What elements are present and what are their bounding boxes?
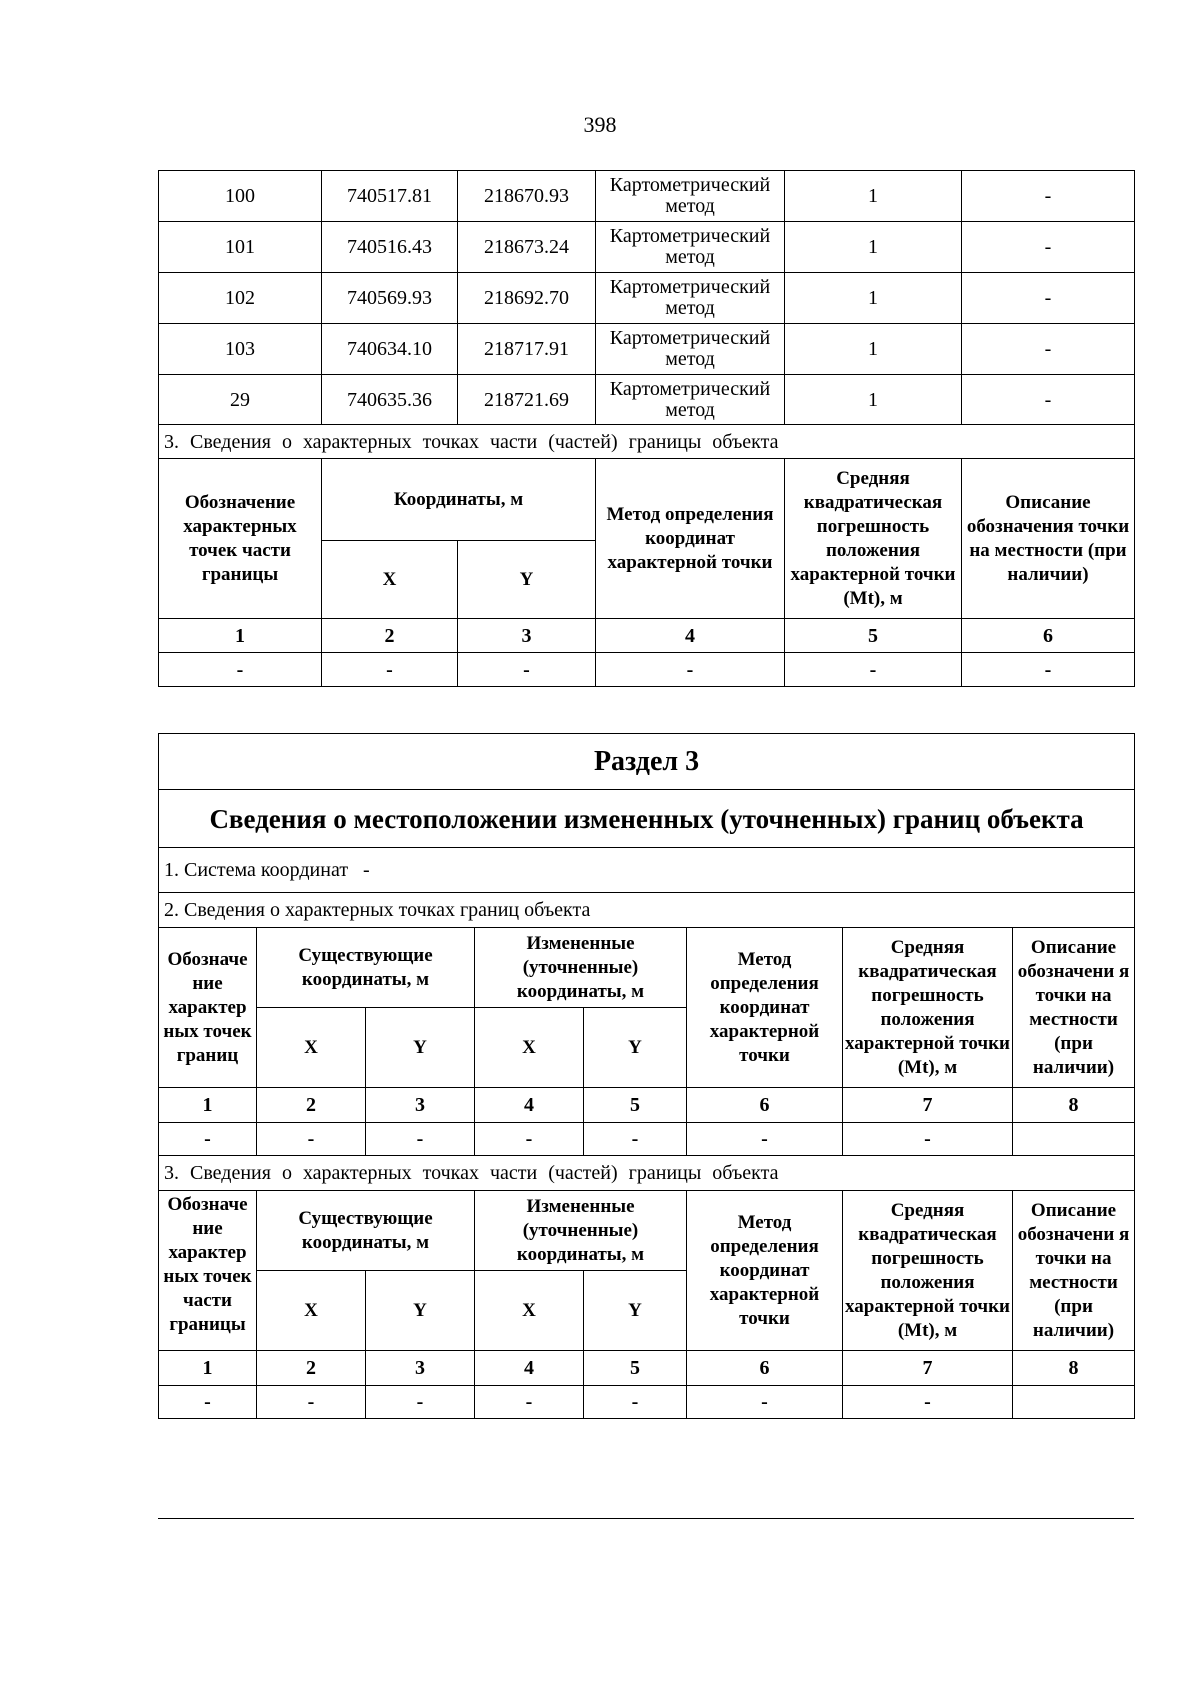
point-mt: 1 [785,273,962,324]
header-y: Y [584,1271,687,1351]
point-desc: - [962,273,1135,324]
column-number: 2 [257,1351,366,1386]
section-title: Раздел 3 [159,734,1135,790]
empty-cell: - [687,1386,843,1419]
column-number: 2 [257,1088,366,1123]
header-method: Метод определения координат характерной точки [687,928,843,1088]
point-desc: - [962,171,1135,222]
empty-cell: - [584,1386,687,1419]
points-table [158,170,1135,687]
column-number: 3 [366,1088,475,1123]
header-existing-coords: Существующие координаты, м [257,928,475,1008]
point-y: 218717.91 [458,324,596,375]
column-number: 8 [1013,1088,1135,1123]
point-id: 103 [159,324,322,375]
empty-cell [1013,1123,1135,1156]
header-designation: Обозначение характерных точек части границы [159,459,322,619]
column-number: 2 [322,619,458,653]
header-x: X [257,1008,366,1088]
column-numbers-row [159,1351,1135,1386]
header-mt: Средняя квадратическая погрешность положения характерной точки (Mt), м [843,1191,1013,1351]
header-changed-coords: Измененные (уточненные) координаты, м [475,1191,687,1271]
empty-cell: - [366,1123,475,1156]
column-number: 1 [159,1351,257,1386]
header-designation-part: Обозначе ние характер ных точек части границы [159,1191,257,1351]
header-x: X [475,1271,584,1351]
footer-rule [158,1518,1134,1519]
point-desc: - [962,222,1135,273]
column-number: 7 [843,1088,1013,1123]
point-mt: 1 [785,324,962,375]
header-y: Y [366,1008,475,1088]
empty-cell: - [687,1123,843,1156]
header-method: Метод определения координат характерной точки [596,459,785,619]
column-numbers-row [159,1088,1135,1123]
point-desc: - [962,375,1135,425]
header-method: Метод определения координат характерной точки [687,1191,843,1351]
section3-table [158,733,1135,1419]
column-number: 7 [843,1351,1013,1386]
header-mt: Средняя квадратическая погрешность положения характерной точки (Mt), м [843,928,1013,1088]
column-number: 3 [458,619,596,653]
column-number: 4 [475,1088,584,1123]
table-row [159,653,1135,687]
column-number: 5 [785,619,962,653]
point-method: Картометрический метод [596,375,785,425]
empty-cell: - [159,1123,257,1156]
points-heading: 2. Сведения о характерных точках границ объекта [159,893,1135,928]
point-id: 102 [159,273,322,324]
column-numbers-row [159,619,1135,653]
empty-cell: - [159,1386,257,1419]
header-existing-coords: Существующие координаты, м [257,1191,475,1271]
header-coords: Координаты, м [322,459,596,541]
empty-cell [1013,1386,1135,1419]
empty-cell: - [785,653,962,687]
point-mt: 1 [785,375,962,425]
empty-cell: - [159,653,322,687]
header-x: X [322,541,458,619]
table-row [159,1386,1135,1419]
empty-cell: - [458,653,596,687]
point-method: Картометрический метод [596,324,785,375]
empty-cell: - [366,1386,475,1419]
table-row [159,273,1135,324]
point-mt: 1 [785,171,962,222]
header-mt: Средняя квадратическая погрешность положения характерной точки (Mt), м [785,459,962,619]
page-number: 398 [583,112,617,137]
header-desc: Описание обозначени я точки на местности (при наличии) [1013,928,1135,1088]
empty-cell: - [257,1386,366,1419]
header-changed-coords: Измененные (уточненные) координаты, м [475,928,687,1008]
column-number: 1 [159,1088,257,1123]
point-y: 218670.93 [458,171,596,222]
point-y: 218721.69 [458,375,596,425]
column-number: 4 [596,619,785,653]
point-id: 100 [159,171,322,222]
header-designation: Обозначе ние характер ных точек границ [159,928,257,1088]
header-x: X [475,1008,584,1088]
point-x: 740635.36 [322,375,458,425]
table-row [159,1123,1135,1156]
point-mt: 1 [785,222,962,273]
column-number: 6 [962,619,1135,653]
table-row [159,222,1135,273]
table-row [159,171,1135,222]
column-number: 6 [687,1088,843,1123]
column-number: 1 [159,619,322,653]
empty-cell: - [475,1123,584,1156]
empty-cell: - [584,1123,687,1156]
table-row [159,324,1135,375]
point-id: 29 [159,375,322,425]
empty-cell: - [843,1123,1013,1156]
column-number: 8 [1013,1351,1135,1386]
section-heading: Сведения о местоположении измененных (уточненных) границ объекта [159,790,1135,848]
point-x: 740634.10 [322,324,458,375]
header-desc: Описание обозначения точки на местности (при наличии) [962,459,1135,619]
column-number: 4 [475,1351,584,1386]
header-y: Y [584,1008,687,1088]
empty-cell: - [322,653,458,687]
column-number: 6 [687,1351,843,1386]
part-points-heading: 3. Сведения о характерных точках части (частей) границы объекта [159,425,1135,459]
coord-system: 1. Система координат - [159,848,1135,893]
header-x: X [257,1271,366,1351]
empty-cell: - [843,1386,1013,1419]
point-id: 101 [159,222,322,273]
empty-cell: - [596,653,785,687]
header-y: Y [366,1271,475,1351]
empty-cell: - [475,1386,584,1419]
point-x: 740517.81 [322,171,458,222]
point-method: Картометрический метод [596,222,785,273]
point-y: 218673.24 [458,222,596,273]
table-row [159,375,1135,425]
point-x: 740516.43 [322,222,458,273]
column-number: 5 [584,1351,687,1386]
column-number: 5 [584,1088,687,1123]
part-points-heading: 3. Сведения о характерных точках части (частей) границы объекта [159,1156,1135,1191]
empty-cell: - [962,653,1135,687]
point-desc: - [962,324,1135,375]
header-desc: Описание обозначени я точки на местности (при наличии) [1013,1191,1135,1351]
column-number: 3 [366,1351,475,1386]
point-method: Картометрический метод [596,273,785,324]
point-y: 218692.70 [458,273,596,324]
empty-cell: - [257,1123,366,1156]
point-x: 740569.93 [322,273,458,324]
header-y: Y [458,541,596,619]
point-method: Картометрический метод [596,171,785,222]
